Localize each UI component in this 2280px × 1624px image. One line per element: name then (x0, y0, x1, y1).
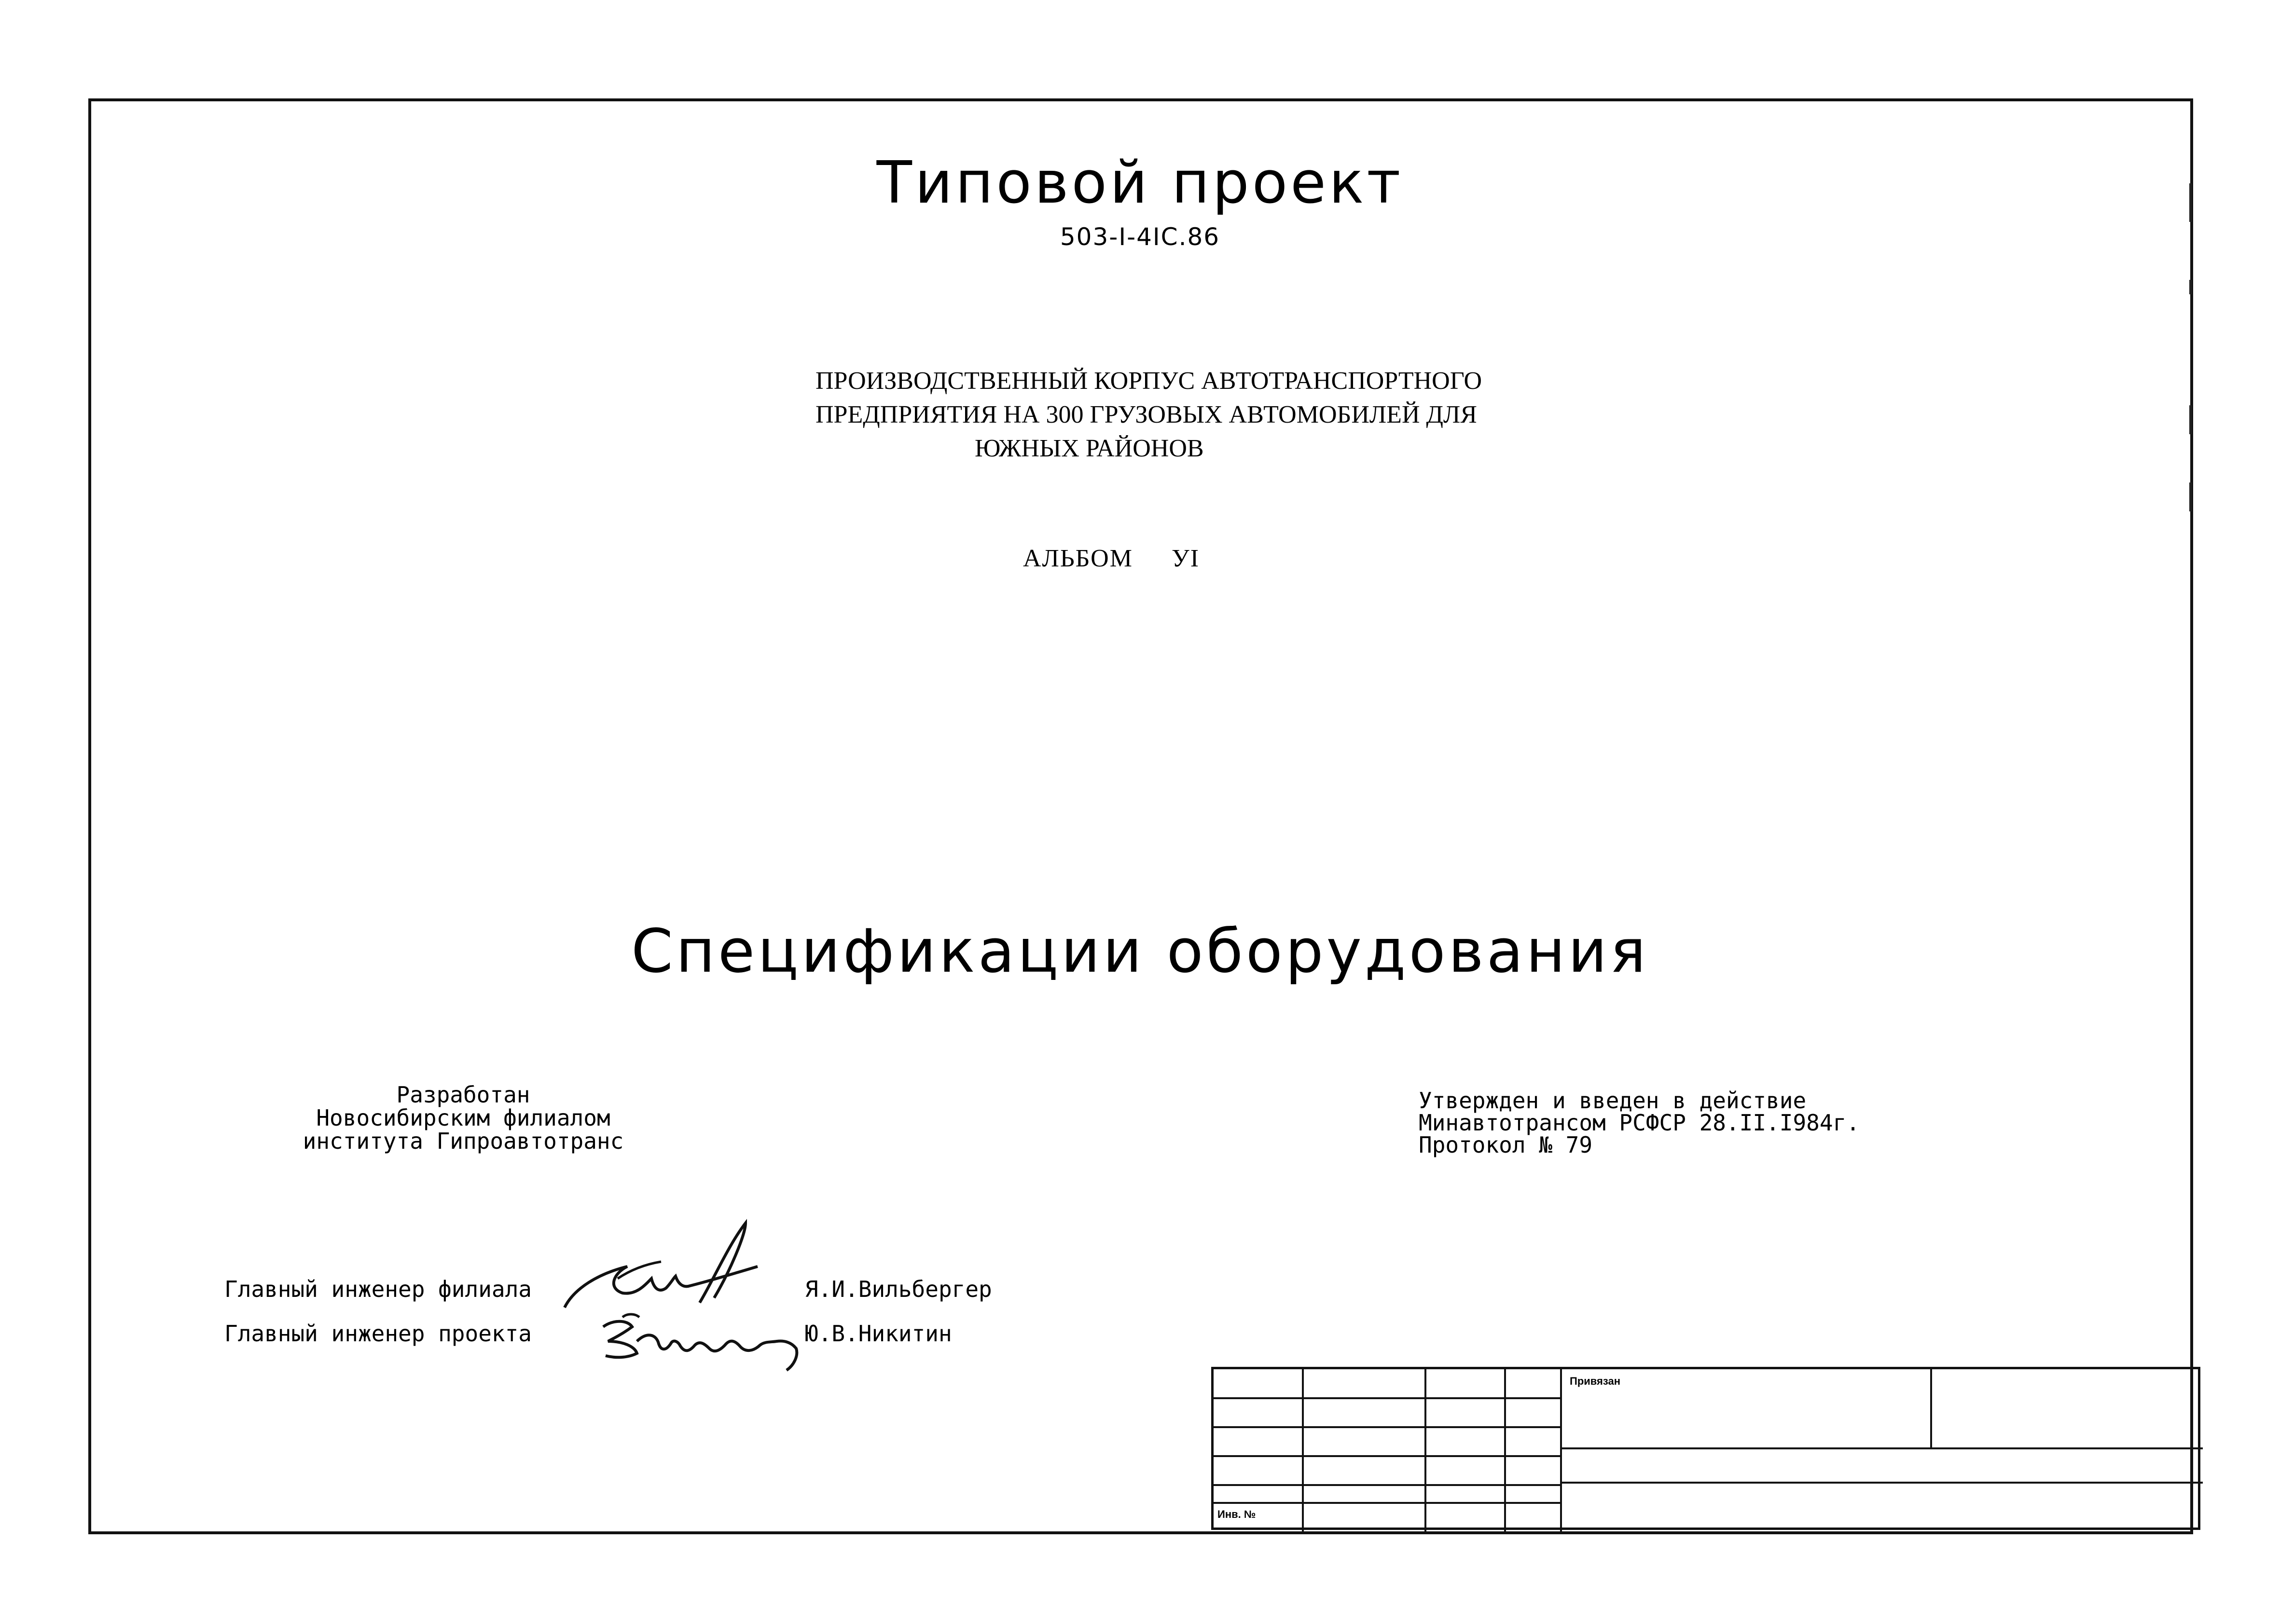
signature-1 (555, 1216, 767, 1322)
developer-block (270, 1083, 656, 1153)
title-block-stamp (1211, 1367, 2200, 1530)
stamp-attached-label: Привязан (1570, 1375, 1621, 1387)
stamp-line (1561, 1482, 2203, 1484)
stamp-line (1560, 1369, 1562, 1532)
signature-2 (594, 1307, 806, 1375)
drawing-frame (88, 98, 2193, 1534)
project-chief-engineer-name: Ю.В.Никитин (805, 1321, 952, 1347)
approval-line: Утвержден и введен в действие (1419, 1087, 1807, 1114)
edge-mark (2189, 405, 2192, 434)
edge-mark (2189, 280, 2192, 294)
project-type-title: Типовой проект (876, 150, 1404, 217)
stamp-line (1214, 1426, 1561, 1428)
developer-line: Разработан (396, 1082, 530, 1108)
object-name-line: ПРОИЗВОДСТВЕННЫЙ КОРПУС АВТОТРАНСПОРТНОГО (815, 367, 1482, 395)
stamp-inventory-label: Инв. № (1217, 1508, 1256, 1520)
project-chief-engineer-label: Главный инженер проекта (224, 1321, 532, 1347)
object-name (815, 364, 1482, 466)
developer-line: института Гипроавтотранс (303, 1128, 624, 1154)
album-label (1023, 544, 1200, 573)
document-title: Спецификации оборудования (631, 917, 1649, 986)
object-name-line: ПРЕДПРИЯТИЯ НА 300 ГРУЗОВЫХ АВТОМОБИЛЕЙ ДЛЯ (815, 401, 1477, 428)
developer-line: Новосибирским филиалом (316, 1105, 610, 1131)
stamp-line (1214, 1484, 1561, 1486)
stamp-line (1930, 1369, 1932, 1449)
album-volume: УI (1171, 545, 1200, 572)
project-code: 503-I-4IC.86 (1060, 223, 1220, 251)
stamp-line (1561, 1447, 2203, 1449)
stamp-line (1214, 1455, 1561, 1457)
stamp-line (1214, 1502, 1561, 1504)
approval-block (1419, 1089, 1860, 1156)
stamp-line (1504, 1369, 1506, 1532)
stamp-line (1302, 1369, 1304, 1532)
object-name-line: ЮЖНЫХ РАЙОНОВ (975, 435, 1204, 462)
approval-line: Минавтотрансом РСФСР 28.II.I984г. (1419, 1110, 1860, 1136)
branch-chief-engineer-label: Главный инженер филиала (224, 1276, 532, 1302)
stamp-line (1424, 1369, 1426, 1532)
approval-line: Протокол № 79 (1419, 1132, 1593, 1158)
album-word: АЛЬБОМ (1023, 545, 1133, 572)
branch-chief-engineer-name: Я.И.Вильбергер (805, 1276, 992, 1302)
stamp-line (1214, 1397, 1561, 1399)
edge-mark (2189, 482, 2192, 511)
